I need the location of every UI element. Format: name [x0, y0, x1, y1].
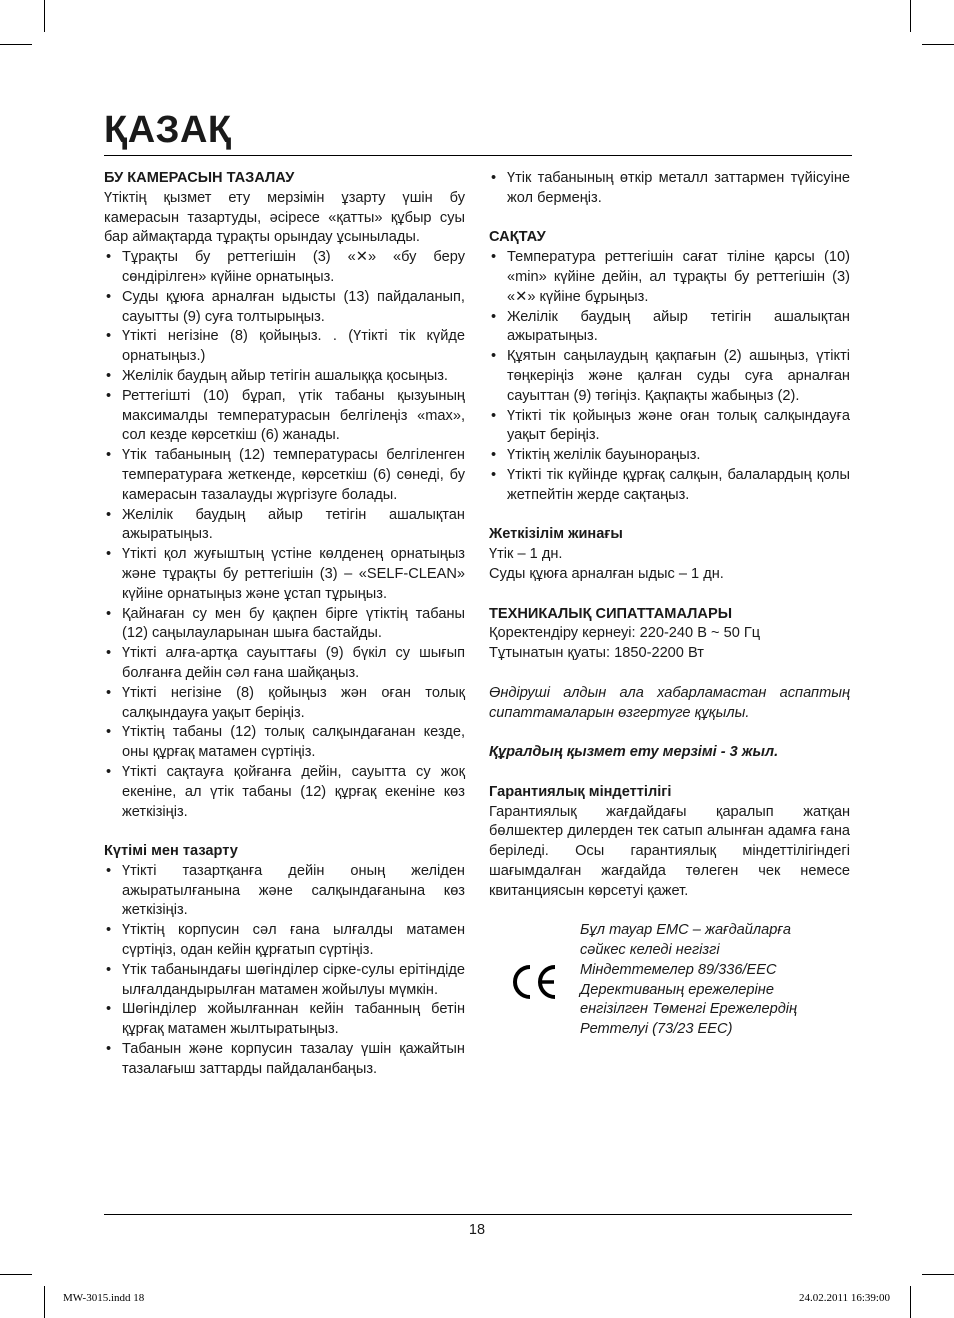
spec-line: Қоректендіру кернеуі: 220-240 В ~ 50 Гц [489, 625, 761, 642]
section-heading-specs: ТЕХНИКАЛЫҚ СИПАТТАМАЛАРЫ [489, 605, 732, 622]
list-item: • Температура реттегішін сағат тіліне қарсы (10) «min» күйіне дейін, ал тұрақты бу реттегішін (3) «✕» күйіне бұрыңыз. [489, 248, 850, 307]
list-item: • Тұрақты бу реттегішін (3) «✕» «бу беру сөндірілген» күйіне орнатыңыз. [104, 248, 465, 288]
list-item: • Суды құюға арналған ыдысты (13) пайдаланып, сауытты (9) суға толтырыңыз. [104, 288, 465, 328]
footer-rule [104, 1214, 852, 1215]
ce-line: Міндеттемелер 89/336/EEC [580, 961, 777, 978]
package-line: Үтік – 1 дн. [489, 546, 563, 563]
list-item: • Желілік баудың айыр тетігін ашалыққа қосыңыз. [104, 367, 465, 387]
list-item: • Үтік табанының (12) температурасы белгіленген температураға жеткенде, көрсеткіш (6) сөнеді, бу камерасын тазалауды жүргізуге болады. [104, 446, 465, 505]
date-slug: 24.02.2011 16:39:00 [799, 1292, 890, 1304]
crop-mark [910, 1286, 911, 1318]
ce-line: Реттелуі (73/23 EEC) [580, 1021, 733, 1038]
package-line: Суды құюға арналған ыдыс – 1 дн. [489, 565, 724, 582]
list-item: • Үтіктің корпусин сәл ғана ылғалды матамен сүртіңіз, одан кейін құрғатып сүртіңіз. [104, 921, 465, 961]
list-item: • Үтік табанындағы шөгінділер сірке-сулы ерітіндіде ылғалдандырылған матамен жойылуы мүмкін. [104, 961, 465, 1001]
section-heading-warranty: Гарантиялық міндеттілігі [489, 783, 672, 800]
ce-line: Дерективаның ережелеріне [580, 981, 774, 998]
list-item: • Үтіктің табаны (12) толық салқындағанан кезде, оны құрғақ матамен сүртіңіз. [104, 723, 465, 763]
list-item: • Қайнаған су мен бу қақпен бірге үтіктің табаны (12) саңылауларынан шыға бастайды. [104, 605, 465, 645]
list-item: • Үтік табанының өткір металл заттармен түйісуіне жол бермеңіз. [489, 169, 850, 209]
crop-mark [44, 1286, 45, 1318]
spec-line: Тұтынатын қуаты: 1850-2200 Вт [489, 645, 704, 662]
section-heading-care: Күтімі мен тазарту [104, 843, 238, 860]
crop-mark [44, 0, 45, 32]
storage-list [489, 248, 850, 505]
crop-mark [922, 1274, 954, 1275]
crop-mark [0, 44, 32, 45]
ce-text [580, 921, 850, 1040]
list-item: • Табанын және корпусин тазалау үшін қажайтын тазалағыш заттарды пайдаланбаңыз. [104, 1040, 465, 1080]
warranty-text: Гарантиялық жағдайдағы қаралып жатқан бөлшектер дилерден тек сатып алынған адамға ғана беріледі. Осы гарантиялық міндеттілігіндегі шағымдалған жағдайда төлеген чек немесе квитанциясын көрсетуі қажет. [489, 803, 850, 899]
section-heading-package: Жеткізілім жинағы [489, 526, 623, 543]
list-item: • Үтікті тік күйінде құрғақ салқын, балалардың қолы жетпейтін жерде сақтаңыз. [489, 466, 850, 506]
crop-mark [0, 1274, 32, 1275]
ce-line: сәйкес келеді негізгі [580, 942, 720, 959]
list-item: • Үтікті тік қойыңыз және оған толық салқындауға уақыт беріңіз. [489, 407, 850, 447]
list-item: • Желілік баудың айыр тетігін ашалықтан ажыратыңыз. [104, 506, 465, 546]
section-intro: Үтіктің қызмет ету мерзімін ұзарту үшін бу камерасын тазартуды, әсіресе «қатты» құбыр суы бар аймақтарда тұрақты орындау ұсынылады. [104, 189, 465, 246]
section-heading-steam-cleaning: БУ КАМЕРАСЫН ТАЗАЛАУ [104, 170, 295, 186]
ce-compliance-block [489, 921, 850, 1043]
list-item: • Шөгінділер жойылғаннан кейін табанның бетін құрғақ матамен жылтыратыңыз. [104, 1000, 465, 1040]
steam-cleaning-list [104, 248, 465, 822]
list-item: • Желілік баудың айыр тетігін ашалықтан ажыратыңыз. [489, 308, 850, 348]
care-list [104, 862, 465, 1080]
list-item: • Үтікті сақтауға қойғанға дейін, сауытта су жоқ екеніне, ал үтік табаны (12) құрғақ екеніне көз жеткізіңіз. [104, 763, 465, 822]
crop-mark [910, 0, 911, 32]
continued-list [489, 169, 850, 209]
ce-mark-icon [511, 963, 559, 1001]
manufacturer-notice: Өндіруші алдын ала хабарламастан аспаптың сипаттамаларын өзгертуге құқылы. [489, 684, 850, 721]
list-item: • Үтіктің желілік бауынораңыз. [489, 446, 850, 466]
service-life: Құралдың қызмет ету мерзімі - 3 жыл. [489, 744, 779, 761]
list-item: • Үтікті алға-артқа сауыттағы (9) бүкіл су шығып болғанға дейін сәл ғана шайқаңыз. [104, 644, 465, 684]
list-item: • Үтікті негізіне (8) қойыңыз жән оған толық салқындауға уақыт беріңіз. [104, 684, 465, 724]
list-item: • Құятын саңылаудың қақпағын (2) ашыңыз, үтікті төңкеріңіз және қалған суды суға арналған сауыттан (9) төгіңіз. Қақпақты жабыңыз (2). [489, 347, 850, 406]
file-slug: MW-3015.indd 18 [63, 1292, 145, 1304]
list-item: • Үтікті қол жуғыштың үстіне көлденең орнатыңыз және тұрақты бу реттегішін (3) – «SELF-CLEAN» күйіне орнатыңыз және ұстап тұрыңыз. [104, 545, 465, 604]
list-item: • Реттегішті (10) бұрап, үтік табаны қызуының максималды температурасын белгілеңіз «max», сол кезде көрсеткіш (6) жанады. [104, 387, 465, 446]
ce-line: енгізілген Төменгі Ережелердің [580, 1001, 798, 1018]
section-heading-storage: САҚТАУ [489, 229, 546, 246]
header-rule [104, 155, 852, 156]
left-column [104, 169, 465, 1080]
crop-mark [922, 44, 954, 45]
right-column [489, 169, 850, 1043]
page-title: ҚАЗАҚ [104, 109, 232, 151]
ce-line: Бұл тауар ЕМС – жағдайларға [580, 922, 792, 939]
list-item: • Үтікті тазартқанға дейін оның желіден ажыратылғанына және салқындағанына көз жеткізіңіз. [104, 862, 465, 921]
list-item: • Үтікті негізіне (8) қойыңыз. . (Үтікті тік күйде орнатыңыз.) [104, 327, 465, 367]
page-number: 18 [468, 1222, 486, 1238]
